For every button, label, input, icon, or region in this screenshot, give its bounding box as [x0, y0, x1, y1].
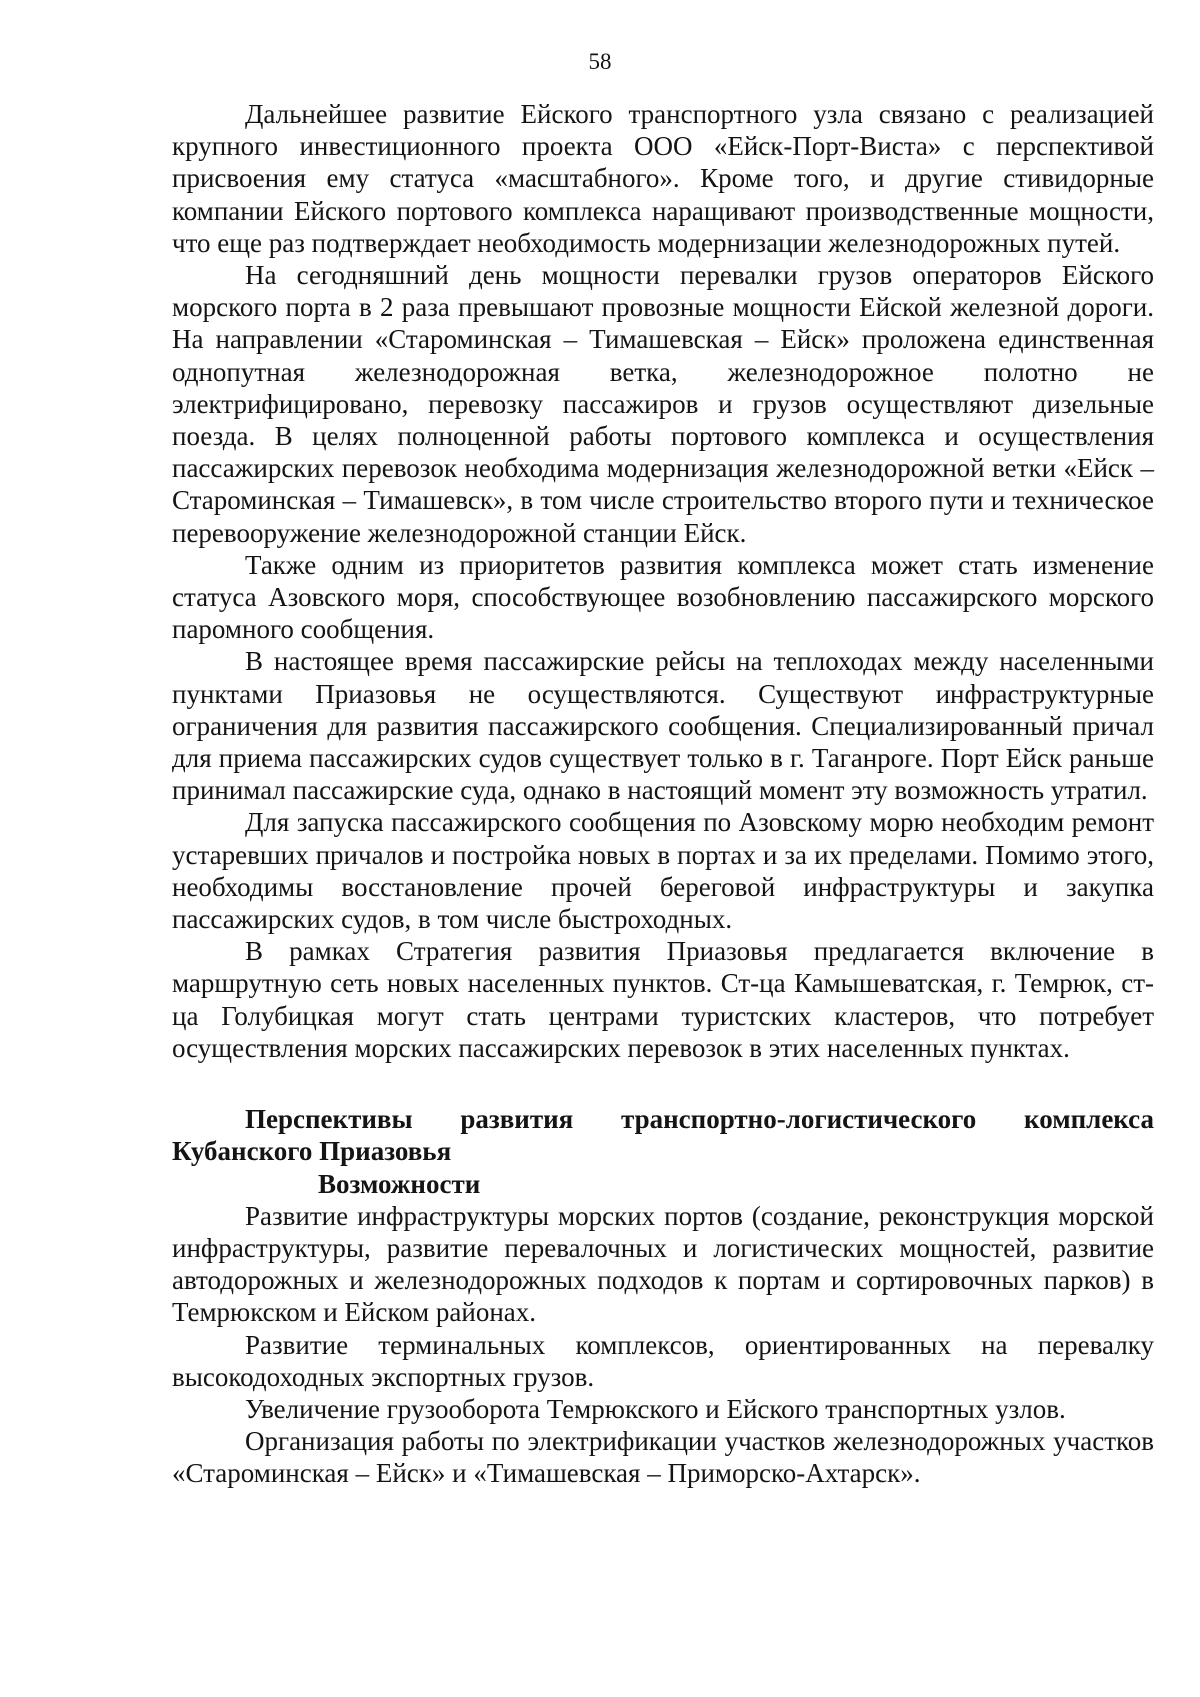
paragraph: Развитие терминальных комплексов, ориентированных на перевалку высокодоходных экспортных грузов. [172, 1329, 1154, 1392]
paragraph: Для запуска пассажирского сообщения по Азовскому морю необходим ремонт устаревших причалов и постройка новых в портах и за их пределами. Помимо этого, необходимы восстановление прочей береговой инфраструктуры и закупка пассажирских судов, в том числе быстроходных. [172, 807, 1154, 935]
paragraph: На сегодняшний день мощности перевалки грузов операторов Ейского морского порта в 2 раза превышают провозные мощности Ейской железной дороги. На направлении «Староминская – Тимашевская – Ейск» проложена единственная однопутная железнодорожная ветка, железнодорожное полотно не электрифицировано, перевозку пассажиров и грузов осуществляют дизельные поезда. В целях полноценной работы портового комплекса и осуществления пассажирских перевозок необходима модернизация железнодорожной ветки «Ейск – Староминская – Тимашевск», в том числе строительство второго пути и техническое перевооружение железнодорожной станции Ейск. [172, 260, 1154, 548]
paragraph: Организация работы по электрификации участков железнодорожных участков «Староминская – Ейск» и «Тимашевская – Приморско-Ахтарск». [172, 1426, 1154, 1489]
paragraph: В рамках Стратегия развития Приазовья предлагается включение в маршрутную сеть новых населенных пунктов. Ст-ца Камышеватская, г. Темрюк, ст-ца Голубицкая могут стать центрами туристских кластеров, что потребует осуществления морских пассажирских перевозок в этих населенных пунктах. [172, 936, 1154, 1063]
section-block [172, 1103, 1154, 1489]
paragraph: Также одним из приоритетов развития комплекса может стать изменение статуса Азовского моря, способствующее возобновлению пассажирского морского паромного сообщения. [172, 549, 1154, 645]
section-heading: Перспективы развития транспортно-логистического комплекса Кубанского Приазовья [172, 1104, 1154, 1167]
paragraph: Увеличение грузооборота Темрюкского и Ейского транспортных узлов. [245, 1393, 1066, 1424]
document-body [172, 98, 1154, 1490]
paragraph: В настоящее время пассажирские рейсы на теплоходах между населенными пунктами Приазовья не осуществляются. Существуют инфраструктурные ограничения для развития пассажирского сообщения. Специализированный причал для приема пассажирских судов существует только в г. Таганроге. Порт Ейск раньше принимал пассажирские суда, однако в настоящий момент эту возможность утратил. [172, 646, 1154, 806]
paragraph: Развитие инфраструктуры морских портов (создание, реконструкция морской инфраструктуры, развитие перевалочных и логистических мощностей, развитие автодорожных и железнодорожных подходов к портам и сортировочных парков) в Темрюкском и Ейском районах. [172, 1200, 1154, 1328]
paragraph: Дальнейшее развитие Ейского транспортного узла связано с реализацией крупного инвестиционного проекта ООО «Ейск-Порт-Виста» с перспективой присвоения ему статуса «масштабного». Кроме того, и другие стивидорные компании Ейского портового комплекса наращивают производственные мощности, что еще раз подтверждает необходимость модернизации железнодорожных путей. [172, 99, 1154, 258]
page-number: 58 [588, 49, 612, 74]
section-subheading: Возможности [318, 1168, 481, 1199]
